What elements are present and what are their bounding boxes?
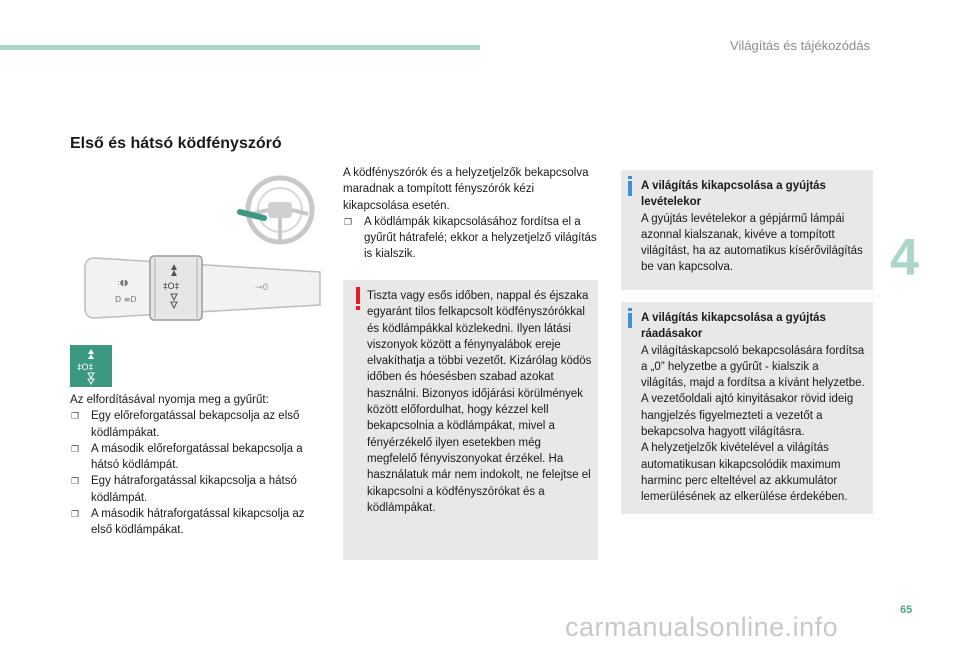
list-item: ❐ Egy hátraforgatással kikapcsolja a hátsó ködlámpát.	[71, 475, 297, 504]
svg-text:‡O‡: ‡O‡	[163, 282, 180, 292]
info-title: A világítás kikapcsolása a gyújtás ráadásakor	[641, 312, 826, 341]
square-bullet-icon: ❐	[71, 476, 80, 487]
info-box-ignition-off	[621, 170, 873, 290]
warning-text: Tiszta vagy esős időben, nappal és éjszaka egyaránt tilos felkapcsolt ködfényszórókkal és ködlámpákkal közlekedni. Ilyen látási viszonyok között a fénynyalábok ereje elvakíthatja a többi vezetőt. Kizárólag ködös időben és hóesésben szabad azokat használni. Bizonyos időjárási körülmények között előfordulhat, hogy kézzel kell bekapcsolnia a ködlámpákat, mivel a fényérzékelő ilyen esetekben még megfelelő fényviszonyokat érzékel. Ha használatuk már nem indokolt, ne felejtse el kikapcsolni a ködfényszórókat és a ködlámpákat.	[367, 290, 592, 514]
steering-wheel-illustration	[200, 170, 325, 245]
lighting-stalk-illustration	[75, 250, 330, 325]
header-accent-bar	[0, 45, 480, 50]
page-number: 65	[900, 604, 913, 616]
square-bullet-icon: ❐	[344, 216, 353, 227]
watermark: carmanualsonline.info	[565, 612, 839, 642]
chapter-header-title: Világítás és tájékozódás	[730, 38, 870, 53]
list-item: ❐ A ködlámpák kikapcsolásához fordítsa el a gyűrűt hátrafelé; ekkor a helyzetjelző világítás is kialszik.	[344, 215, 597, 261]
fog-light-switch-icon	[70, 345, 112, 387]
info-text: A gyújtás levételekor a gépjármű lámpái azonnal kialszanak, kivéve a tompított világítást, ha az automatikus kísérővilágítás be van kapcsolva.	[641, 212, 863, 274]
info-box-ignition-on	[621, 302, 873, 514]
square-bullet-icon: ❐	[71, 509, 80, 520]
behavior-intro: A ködfényszórók és a helyzetjelzők bekapcsolva maradnak a tompított fényszórók kézi kikapcsolása esetén.	[343, 167, 589, 212]
info-ignition-off-content	[641, 178, 866, 276]
list-item: ❐ A második hátraforgatással kikapcsolja az első ködlámpákat.	[71, 508, 305, 537]
exclamation-icon	[355, 287, 361, 311]
section-title: Első és hátsó ködfényszóró	[70, 135, 282, 152]
ring-rotation-instructions	[70, 392, 325, 539]
info-bar-icon	[627, 176, 633, 196]
info-bar-icon	[627, 308, 633, 328]
square-bullet-icon: ❐	[71, 411, 80, 422]
info-ignition-on-content	[641, 310, 866, 506]
svg-text:‡O‡: ‡O‡	[77, 363, 94, 373]
square-bullet-icon: ❐	[71, 443, 80, 454]
svg-text:⊸0: ⊸0	[255, 283, 269, 293]
fog-light-behavior-text	[343, 165, 598, 263]
svg-text::◖◗: :◖◗	[117, 278, 129, 287]
info-paragraph: A világításkapcsoló bekapcsolására fordítsa a „0” helyzetbe a gyűrűt - kialszik a világítás, majd a fordítsa a kívánt helyzetbe.	[641, 344, 865, 390]
info-title: A világítás kikapcsolása a gyújtás levételekor	[641, 180, 826, 209]
warning-box	[343, 280, 598, 560]
info-paragraph: A vezetőoldali ajtó kinyitásakor rövid ideig hangjelzés figyelmezteti a vezetőt a bekapcsolva hagyott világításra.	[641, 393, 854, 439]
info-paragraph: A helyzetjelzők kivételével a világítás automatikusan kikapcsolódik maximum harminc perc elteltével az akkumulátor lemerülésének az elkerülése érdekében.	[641, 442, 848, 504]
instructions-intro: Az elfordításával nyomja meg a gyűrűt:	[70, 394, 269, 406]
chapter-number: 4	[890, 229, 919, 287]
list-item: ❐ A második előreforgatással bekapcsolja a hátsó ködlámpát.	[71, 442, 303, 472]
svg-text:D ≡D: D ≡D	[115, 295, 137, 304]
list-item: ❐ Egy előreforgatással bekapcsolja az első ködlámpákat.	[71, 410, 300, 439]
